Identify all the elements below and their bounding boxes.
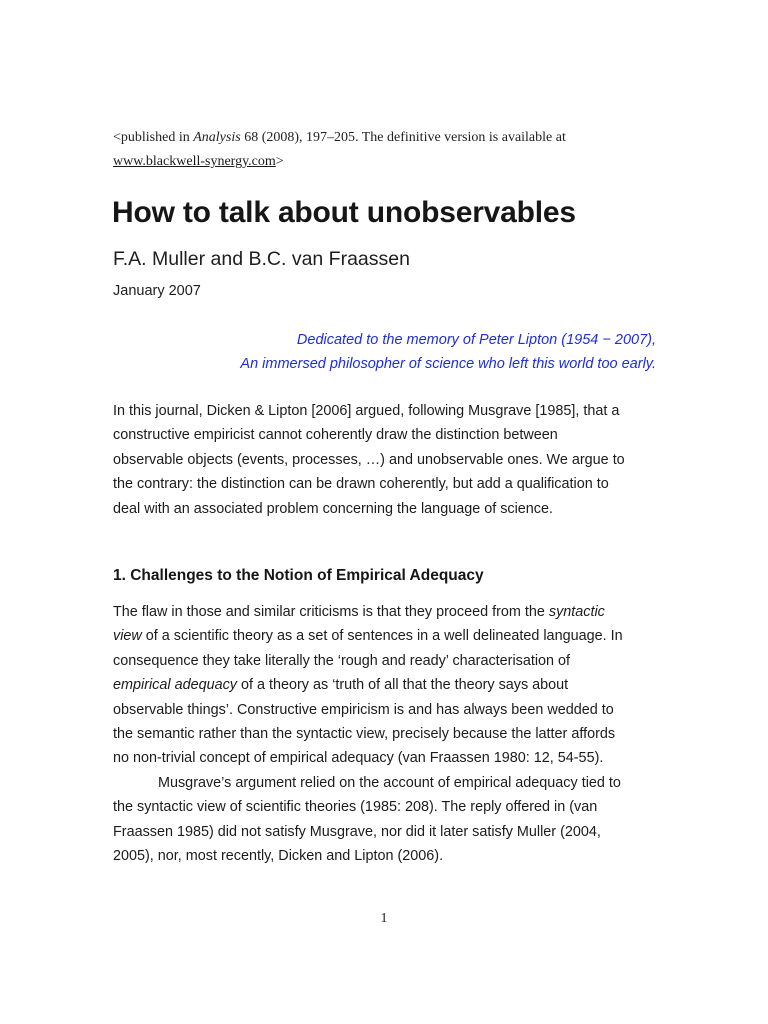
paragraph-line: consequence they take literally the ‘rough and ready’ characterisation of bbox=[113, 652, 571, 669]
paragraph-line: view of a scientific theory as a set of sentences in a well delineated language. In bbox=[113, 628, 623, 645]
abstract-line: In this journal, Dicken & Lipton [2006] argued, following Musgrave [1985], that a bbox=[113, 403, 620, 419]
publication-note-line-2: www.blackwell-synergy.com> bbox=[113, 154, 284, 169]
abstract-line: constructive empiricist cannot coherently draw the distinction between bbox=[113, 427, 558, 444]
section-body bbox=[113, 600, 665, 868]
dedication bbox=[240, 328, 656, 376]
paragraph-line: 2005), nor, most recently, Dicken and Lipton (2006). bbox=[113, 848, 444, 865]
abstract-line: observable objects (events, processes, …) and unobservable ones. We argue to bbox=[113, 451, 625, 468]
paragraph-line: The flaw in those and similar criticisms is that they proceed from the syntactic bbox=[113, 604, 605, 620]
emphasis: empirical adequacy bbox=[113, 677, 237, 694]
dedication-line-1: Dedicated to the memory of Peter Lipton (1954 − 2007), bbox=[296, 332, 656, 348]
journal-name: Analysis bbox=[193, 130, 241, 145]
paragraph-line: empirical adequacy of a theory as ‘truth of all that the theory says about bbox=[113, 677, 569, 694]
publisher-link[interactable]: www.blackwell-synergy.com bbox=[113, 154, 276, 169]
abstract-line: the contrary: the distinction can be drawn coherently, but add a qualification to bbox=[113, 476, 609, 493]
paragraph-line: Musgrave’s argument relied on the account of empirical adequacy tied to bbox=[158, 774, 621, 791]
emphasis: syntactic bbox=[548, 604, 605, 620]
publication-note-line-1: <published in Analysis 68 (2008), 197–205. The definitive version is available at bbox=[113, 130, 566, 145]
paragraph-line: Fraassen 1985) did not satisfy Musgrave, nor did it later satisfy Muller (2004, bbox=[113, 823, 601, 840]
paper-date: January 2007 bbox=[113, 283, 201, 299]
paragraph-line: the syntactic view of scientific theories (1985: 208). The reply offered in (van bbox=[113, 799, 598, 816]
paper-title: How to talk about unobservables bbox=[112, 196, 576, 229]
abstract bbox=[113, 399, 665, 521]
section-heading: 1. Challenges to the Notion of Empirical Adequacy bbox=[113, 567, 484, 584]
emphasis: view bbox=[113, 628, 142, 645]
paragraph-line: no non-trivial concept of empirical adequacy (van Fraassen 1980: 12, 54-55). bbox=[113, 750, 604, 767]
paragraph-line: observable things’. Constructive empiricism is and has always been wedded to bbox=[113, 701, 614, 718]
paragraph-line: the semantic rather than the syntactic view, precisely because the latter affords bbox=[113, 726, 616, 743]
page-number: 1 bbox=[380, 911, 388, 926]
authors: F.A. Muller and B.C. van Fraassen bbox=[113, 248, 410, 270]
abstract-line: deal with an associated problem concerning the language of science. bbox=[113, 500, 553, 517]
publication-note bbox=[113, 126, 673, 174]
dedication-line-2: An immersed philosopher of science who left this world too early. bbox=[240, 356, 656, 372]
